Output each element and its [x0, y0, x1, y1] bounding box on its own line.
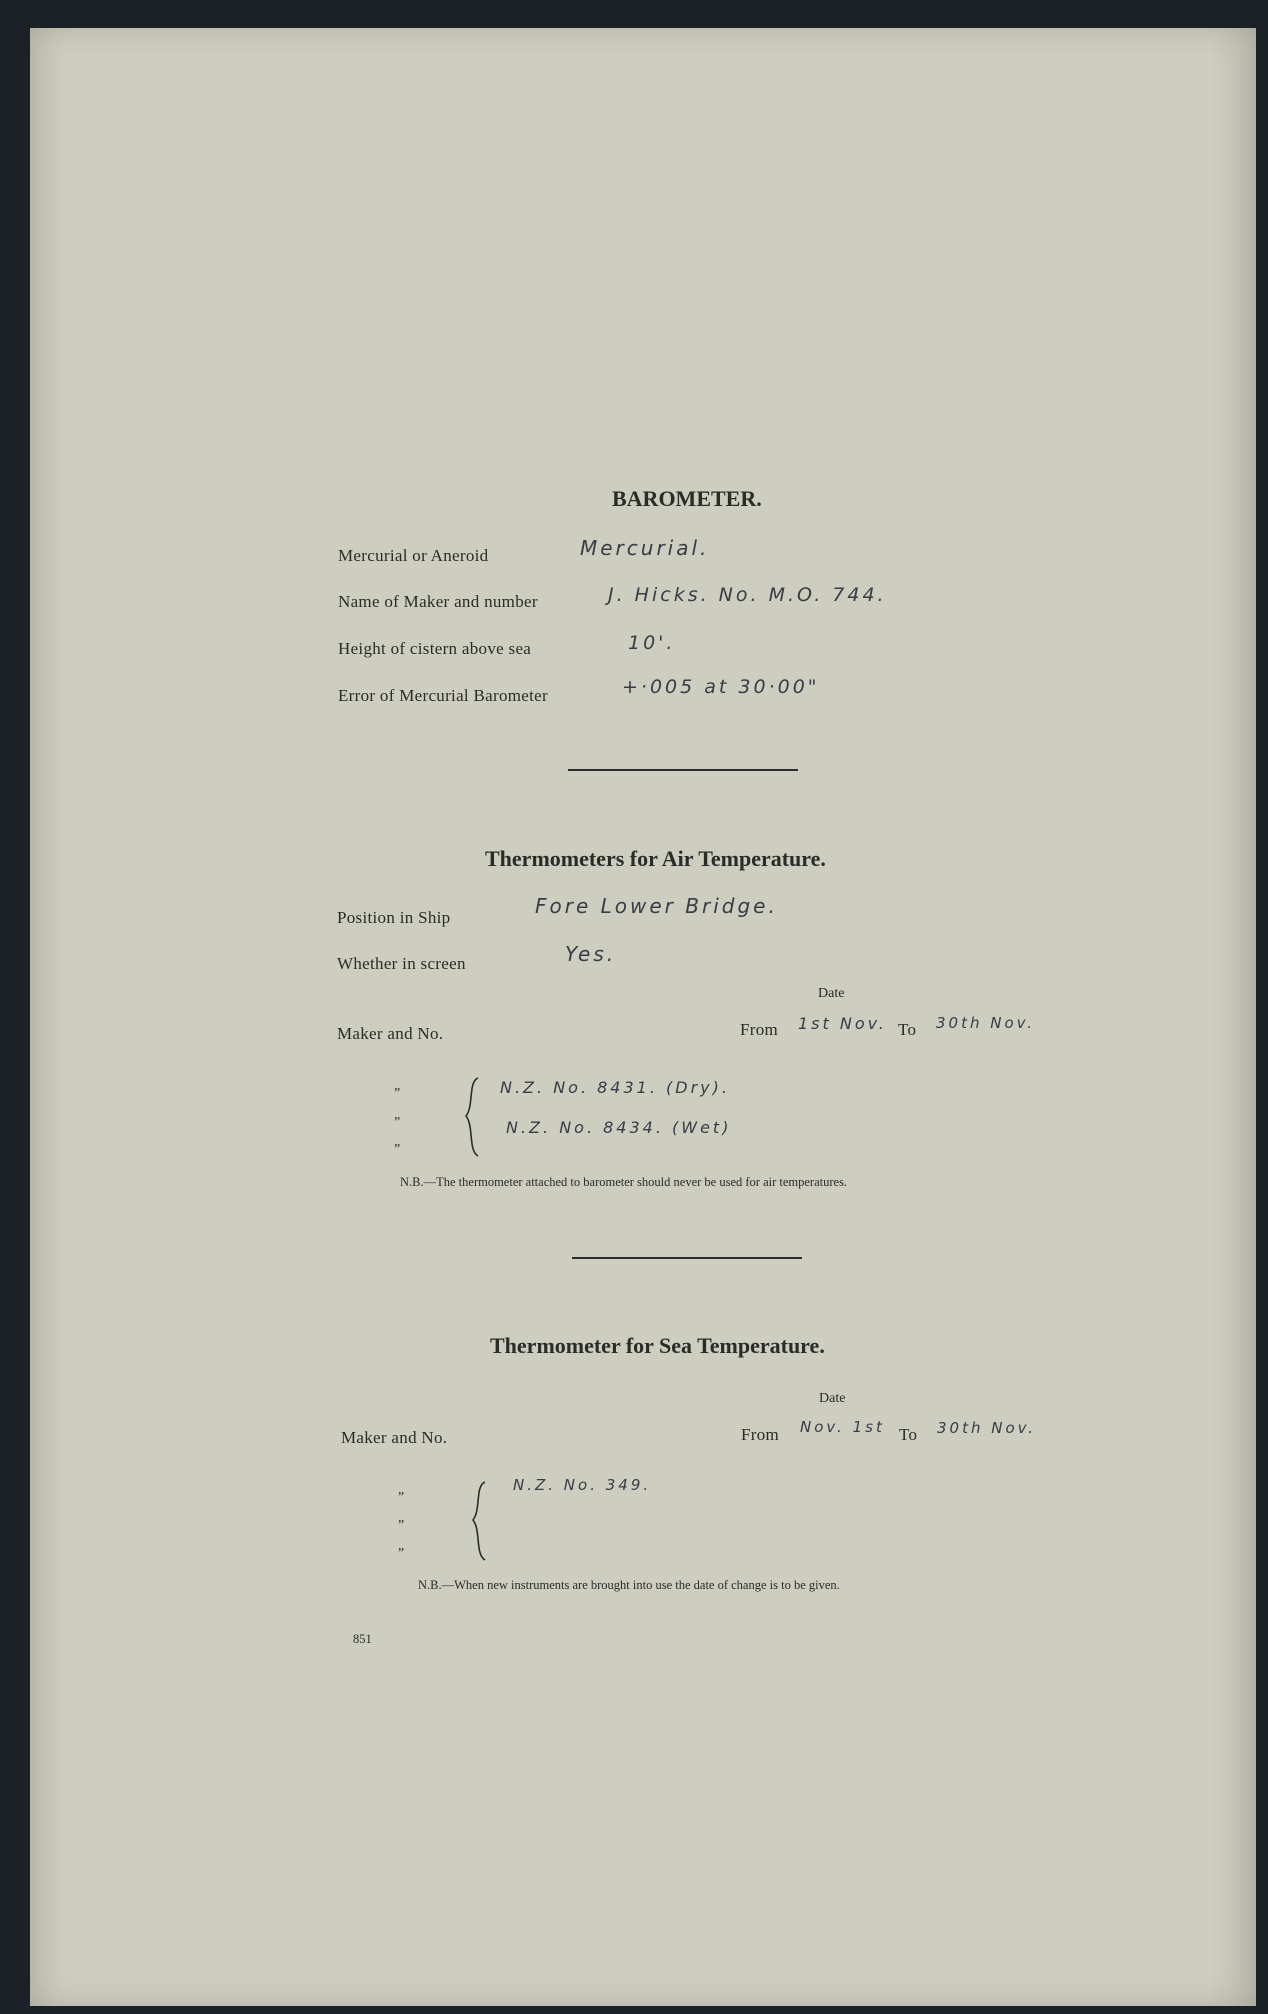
air-position-label: Position in Ship	[337, 908, 451, 927]
barometer-maker-label: Name of Maker and number	[338, 592, 538, 611]
form-page	[30, 28, 1256, 2006]
barometer-type-label: Mercurial or Aneroid	[338, 546, 489, 565]
sea-ditto-2: ”	[398, 1518, 405, 1533]
air-maker-label: Maker and No.	[337, 1024, 444, 1043]
barometer-error-label: Error of Mercurial Barometer	[338, 686, 548, 705]
sea-from-label: From	[741, 1425, 780, 1444]
sea-from-value: Nov. 1st	[800, 1418, 885, 1436]
sea-date-label: Date	[819, 1391, 846, 1406]
air-to-label: To	[898, 1020, 917, 1039]
sea-maker-label: Maker and No.	[341, 1428, 448, 1447]
sea-note: N.B.—When new instruments are brought into use the date of change is to be given.	[418, 1578, 840, 1592]
air-entries-brace	[460, 1076, 484, 1158]
sea-to-label: To	[899, 1425, 918, 1444]
air-from-value: 1st Nov.	[798, 1014, 887, 1033]
air-screen-label: Whether in screen	[337, 954, 466, 973]
sea-to-value: 30th Nov.	[937, 1419, 1037, 1437]
section-divider-1	[568, 769, 798, 771]
form-number: 851	[353, 1632, 372, 1646]
air-thermometers-title: Thermometers for Air Temperature.	[485, 846, 826, 871]
barometer-error-value: +·005 at 30·00"	[622, 676, 820, 698]
air-entry-2: N.Z. No. 8434. (Wet)	[506, 1118, 732, 1137]
barometer-height-label: Height of cistern above sea	[338, 639, 532, 658]
air-from-label: From	[740, 1020, 779, 1039]
air-ditto-3: ”	[394, 1142, 401, 1157]
air-note: N.B.—The thermometer attached to barometer should never be used for air temperatures.	[400, 1175, 848, 1189]
air-date-label: Date	[818, 986, 845, 1001]
sea-ditto-3: ”	[398, 1546, 405, 1561]
sea-ditto-1: ”	[398, 1490, 405, 1505]
sea-entries-brace	[467, 1480, 491, 1562]
sea-thermometer-title: Thermometer for Sea Temperature.	[490, 1333, 825, 1358]
air-position-value: Fore Lower Bridge.	[535, 894, 778, 918]
sea-entry-1: N.Z. No. 349.	[513, 1476, 652, 1494]
air-ditto-1: ”	[394, 1086, 401, 1101]
air-to-value: 30th Nov.	[936, 1014, 1036, 1032]
barometer-maker-value: J. Hicks. No. M.O. 744.	[608, 584, 887, 606]
section-divider-2	[572, 1257, 802, 1259]
air-screen-value: Yes.	[565, 942, 617, 966]
barometer-title: BAROMETER.	[612, 486, 762, 511]
air-ditto-2: ”	[394, 1115, 401, 1130]
barometer-type-value: Mercurial.	[580, 536, 710, 560]
air-entry-1: N.Z. No. 8431. (Dry).	[500, 1078, 730, 1097]
barometer-height-value: 10'.	[628, 632, 676, 654]
